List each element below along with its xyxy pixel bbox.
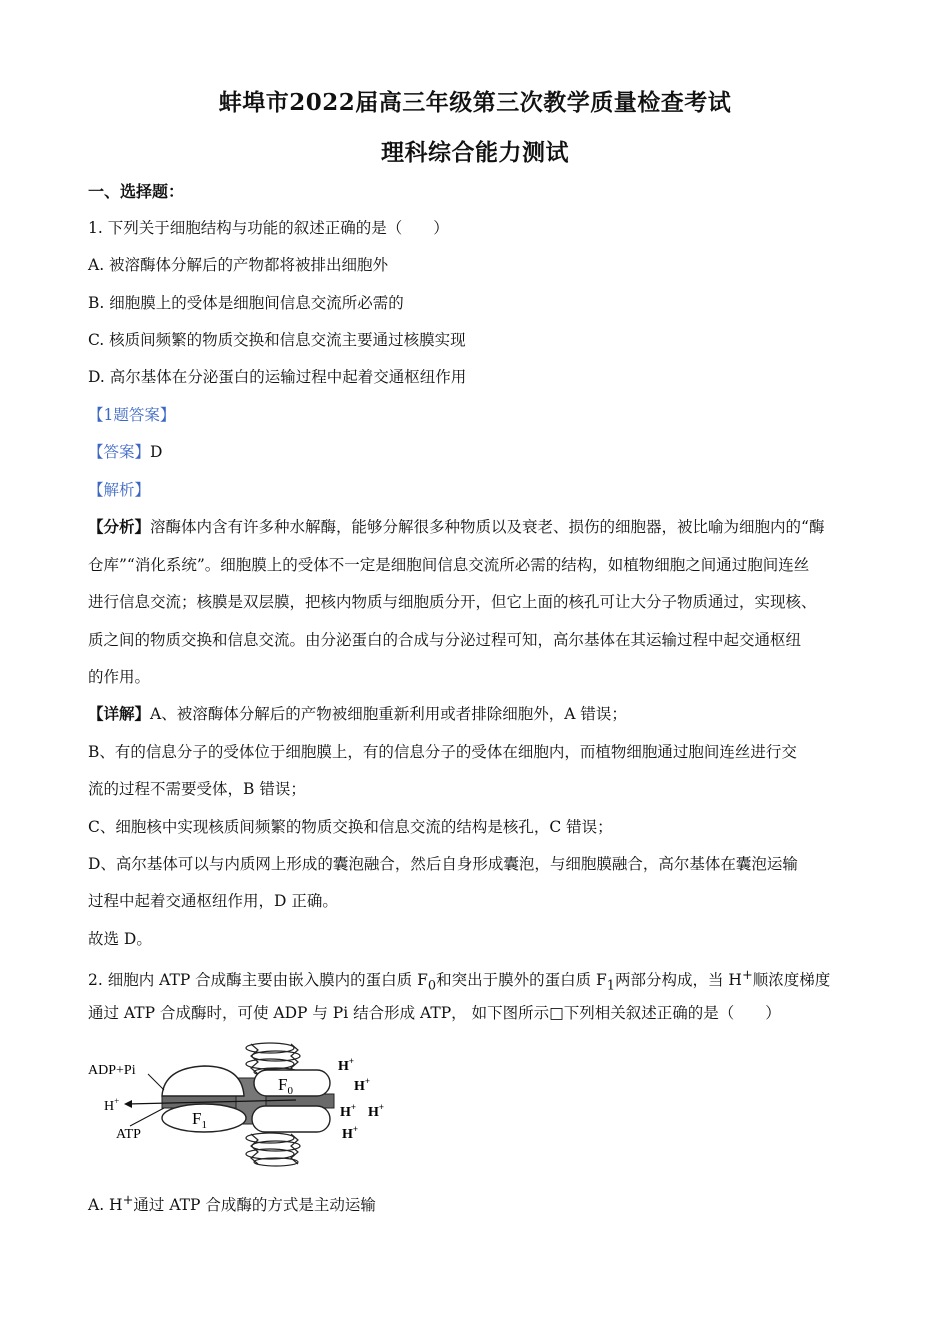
answer-header: 【1题答案】 [88,406,176,424]
label-h-left: H+ [104,1096,120,1114]
atp-pointer [130,1108,164,1126]
proton-labels [338,1056,384,1142]
q2-text-a: 2. 细胞内 ATP 合成酶主要由嵌入膜内的蛋白质 F [88,971,428,990]
svg-text:H+: H+ [354,1076,371,1094]
atp-synthase-diagram [86,1040,396,1170]
question-2-stem-line-1 [88,966,830,996]
svg-text:H+: H+ [338,1056,355,1074]
question-1-option-d: D. 高尔基体在分泌蛋白的运输过程中起着交通枢纽作用 [88,368,467,386]
q2-text-c: 两部分构成，当 H [615,971,742,990]
q2-text-d: 顺浓度梯度 [752,971,831,990]
q2-option-a-text-a: A. H [88,1196,123,1215]
fenxi-line-1 [88,517,824,537]
answer-value: D [150,443,163,461]
q2-sub-1: 1 [606,978,615,994]
q2-option-a-sup: + [122,1193,134,1208]
f1-protein-upper [162,1066,244,1096]
svg-text:H+: H+ [368,1102,385,1120]
q2-option-a-text-b: 通过 ATP 合成酶的方式是主动运输 [133,1196,376,1215]
label-atp: ATP [116,1127,141,1142]
question-1-option-a: A. 被溶酶体分解后的产物都将被排出细胞外 [88,256,389,274]
label-f1-text: $F_1$ [192,1109,207,1131]
fenxi-line-2: 仓库”“消化系统”。细胞膜上的受体不一定是细胞间信息交流所必需的结构，如植物细胞之间通过胞间连丝 [88,556,810,574]
svg-text:H+: H+ [342,1124,359,1142]
xiangjie-line-3: 流的过程不需要受体，B 错误； [88,780,306,798]
arrow-head-icon [124,1100,132,1108]
question-2-option-a [88,1191,376,1215]
question-1-option-c: C. 核质间频繁的物质交换和信息交流主要通过核膜实现 [88,331,466,349]
label-adp-pi: ADP+Pi [88,1063,136,1078]
fenxi-line-4: 质之间的物质交换和信息交流。由分泌蛋白的合成与分泌过程可知，高尔基体在其运输过程中起交通枢纽 [88,631,802,649]
document-subtitle: 理科综合能力测试 [381,139,569,166]
fenxi-line-5: 的作用。 [88,668,151,686]
analysis-tag: 【解析】 [88,481,151,499]
q2-sub-0: 0 [427,978,437,994]
xiangjie-line-2: B、有的信息分子的受体位于细胞膜上，有的信息分子的受体在细胞内，而植物细胞通过胞间连丝进行交 [88,743,797,761]
adp-pointer [148,1074,164,1090]
question-1-stem: 1. 下列关于细胞结构与功能的叙述正确的是（ ） [88,219,449,237]
answer-tag: 【答案】 [88,443,151,461]
xiangjie-tag: 【详解】 [88,704,151,723]
answer-line [88,442,162,462]
xiangjie-line-4: C、细胞核中实现核质间频繁的物质交换和信息交流的结构是核孔，C 错误； [88,818,613,836]
document-title: 蚌埠市2022届高三年级第三次教学质量检查考试 [218,89,732,116]
xiangjie-line-1 [88,704,627,724]
question-1-option-b: B. 细胞膜上的受体是细胞间信息交流所必需的 [88,294,404,312]
question-2-stem-line-2: 通过 ATP 合成酶时，可使 ADP 与 Pi 结合形成 ATP， 如下图所示□下列相关叙述正确的是（ ） [88,1004,781,1022]
conclusion-line: 故选 D。 [88,930,152,948]
label-f0-text: $F_0$ [278,1075,293,1097]
svg-text:H+: H+ [340,1102,357,1120]
section-heading: 一、选择题： [88,182,185,201]
q2-sup: + [741,968,753,983]
xiangjie-line-6: 过程中起着交通枢纽作用，D 正确。 [88,892,338,910]
fenxi-text-1: 溶酶体内含有许多种水解酶，能够分解很多种物质以及衰老、损伤的细胞器，被比喻为细胞内的“酶 [150,518,825,536]
fenxi-tag: 【分析】 [88,517,151,536]
xiangjie-text-1: A、被溶酶体分解后的产物被细胞重新利用或者排除细胞外，A 错误； [150,705,627,723]
q2-text-b: 和突出于膜外的蛋白质 F [436,971,607,990]
fenxi-line-3: 进行信息交流；核膜是双层膜，把核内物质与细胞质分开，但它上面的核孔可让大分子物质通过，实现核、 [88,593,817,611]
lower-lipid-layer [246,1133,300,1166]
xiangjie-line-5: D、高尔基体可以与内质网上形成的囊泡融合，然后自身形成囊泡，与细胞膜融合，高尔基体在囊泡运输 [88,855,798,873]
f0-protein-lower [252,1106,330,1132]
